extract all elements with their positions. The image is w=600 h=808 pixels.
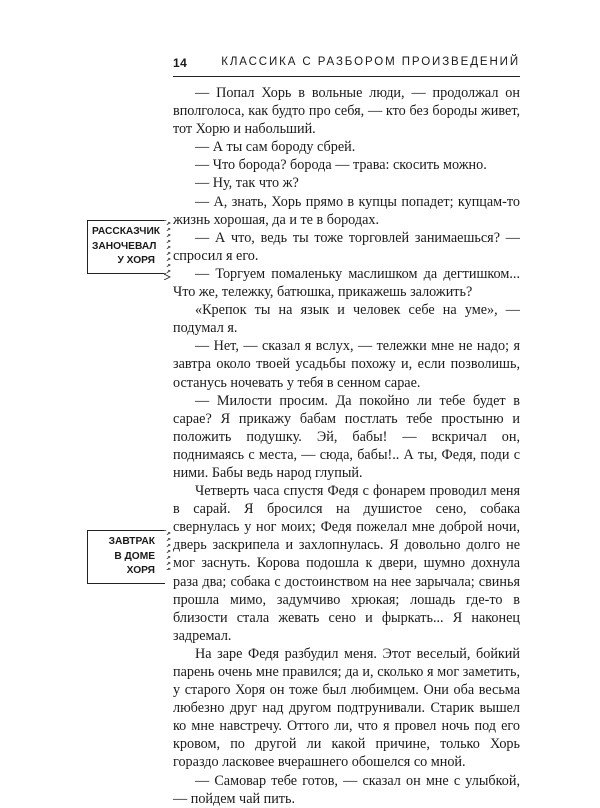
margin-note-breakfast [87,530,165,584]
paragraph: Четверть часа спустя Федя с фонарем проводил меня в сарай. Я бросился на душистое сено, собака свернулась у ног моих; Федя пожелал мне доброй ночи, дверь заскрипела и захлопнулась. Я довольно долго не мог заснуть. Корова подошла к двери, шумно дохнула раза два; собака с достоинством на нее зарычала; свинья прошла мимо, задумчиво хрюкая; лошадь где-то в близости стала жевать сено и фыркать... Я наконец задремал. [173,483,520,644]
margin-note-line: ЗАНОЧЕВАЛ [92,240,157,252]
page-number: 14 [173,56,188,70]
margin-note-line: У ХОРЯ [117,255,155,266]
margin-note-narrator-stayed [87,220,165,274]
paragraph: — А, знать, Хорь прямо в купцы попадет; купцам-то жизнь хорошая, да и те в бородах. [173,193,520,228]
paragraph: На заре Федя разбудил меня. Этот веселый, бойкий парень очень мне правился; да и, сколько я мог заметить, у старого Хоря он тоже был любимцем. Они оба весьма любезно друг над другом подтрунивали. Старик вышел ко мне навстречу. Оттого ли, что я провел ночь под его кровом, по другой ли какой причине, только Хорь гораздо ласковее вчерашнего обошелся со мной. [173,645,520,771]
zigzag-edge-icon [164,530,171,570]
paragraph: «Крепок ты на язык и человек себе на уме», — подумал я. [173,302,520,337]
margin-note-line: В ДОМЕ ХОРЯ [114,550,155,576]
body-text [173,84,520,808]
paragraph: — А что, ведь ты тоже торговлей занимаешься? — спросил я его. [173,229,520,264]
margin-note-line: РАССКАЗЧИК [92,226,160,237]
paragraph: — Милости просим. Да покойно ли тебе будет в сарае? Я прикажу бабам постлать тебе простыню и положить подушку. Эй, бабы! — вскричал он, поднимаясь с места, — сюда, бабы!.. А ты, Федя, поди с ними. Бабы ведь народ глупый. [173,392,520,481]
paragraph: — Ну, так что ж? [195,175,299,192]
running-header [173,56,520,77]
margin-note-line: ЗАВТРАК [108,536,155,547]
paragraph: — А ты сам бороду сбрей. [195,139,356,156]
paragraph: — Нет, — сказал я вслух, — тележки мне не надо; я завтра около твоей усадьбы похожу и, если позволишь, останусь ночевать у тебя в сенном сарае. [173,338,520,391]
paragraph: — Попал Хорь в вольные люди, — продолжал он вполголоса, как будто про себя, — кто без бороды живет, тот Хорю и набольший. [173,85,520,138]
zigzag-edge-icon [164,220,171,280]
paragraph: — Торгуем помаленьку маслишком да дегтишком... Что же, тележку, батюшка, прикажешь заложить? [173,265,520,301]
paragraph: — Что борода? борода — трава: скосить можно. [195,157,487,174]
running-title: КЛАССИКА С РАЗБОРОМ ПРОИЗВЕДЕНИЙ [221,56,520,68]
paragraph: — Самовар тебе готов, — сказал он мне с улыбкой, — пойдем чай пить. [173,772,520,807]
